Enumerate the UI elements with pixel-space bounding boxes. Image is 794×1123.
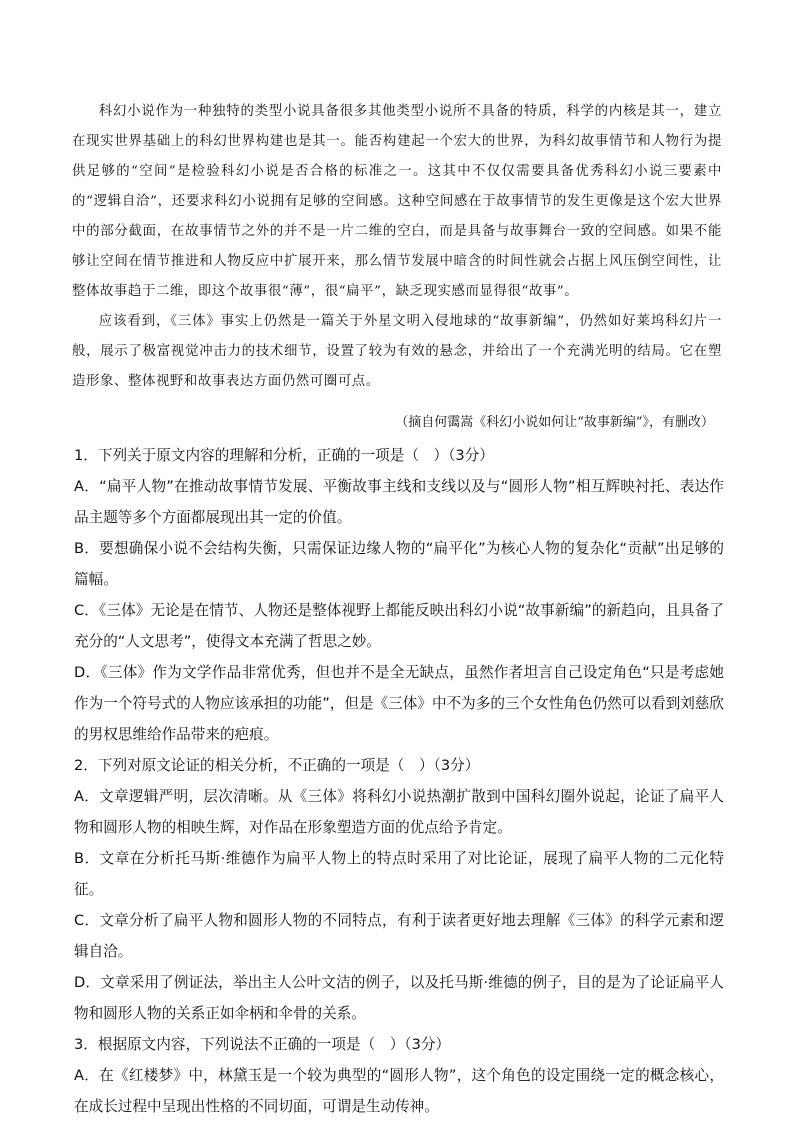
question-option: B．要想确保小说不会结构失衡，只需保证边缘人物的“扁平化”为核心人物的复杂化“贡献”出足够的篇幅。 <box>74 540 724 588</box>
passage-paragraph-2: 应该看到，《三体》事实上仍然是一篇关于外星文明入侵地球的“故事新编”，仍然如好莱坞科幻片一般，展示了极富视觉冲击力的技术细节，设置了较为有效的悬念，并给出了一个充满光明的结局。它在塑造形象、整体视野和故事表达方面仍然可圈可点。 <box>72 314 722 389</box>
question-stem: 2．下列对原文论证的相关分析，不正确的一项是（ ）（3分） <box>74 757 480 774</box>
question-option: A．在《红楼梦》中，林黛玉是一个较为典型的“圆形人物”，这个角色的设定围绕一定的概念核心，在成长过程中呈现出性格的不同切面，可谓是生动传神。 <box>74 1067 724 1115</box>
passage-paragraph-1: 科幻小说作为一种独特的类型小说具备很多其他类型小说所不具备的特质，科学的内核是其一，建立在现实世界基础上的科幻世界构建也是其一。能否构建起一个宏大的世界，为科幻故事情节和人物行为提供足够的“空间”是检验科幻小说是否合格的标准之一。这其中不仅仅需要具备优秀科幻小说三要素中的“逻辑自洽”，还要求科幻小说拥有足够的空间感。这种空间感在于故事情节的发生更像是这个宏大世界中的部分截面，在故事情节之外的并不是一片二维的空白，而是具备与故事舞台一致的空间感。如果不能够让空间在情节推进和人物反应中扩展开来，那么情节发展中暗含的时间性就会占据上风压倒空间性，让整体故事趋于二维，即这个故事很“薄”，很“扁平”，缺乏现实感而显得很“故事”。 <box>72 104 722 299</box>
question-3 <box>74 1029 724 1122</box>
question-stem: 3．根据原文内容，下列说法不正确的一项是（ ）（3分） <box>74 1036 451 1053</box>
reading-passage <box>72 97 722 397</box>
question-option: B．文章在分析托马斯·维德作为扁平人物上的特点时采用了对比论证，展现了扁平人物的二元化特征。 <box>74 850 724 898</box>
question-2 <box>74 750 724 1029</box>
question-option: C．《三体》无论是在情节、人物还是整体视野上都能反映出科幻小说“故事新编”的新趋向，且具备了充分的“人文思考”，使得文本充满了哲思之妙。 <box>74 602 724 650</box>
question-option: A．“扁平人物”在推动故事情节发展、平衡故事主线和支线以及与“圆形人物”相互辉映衬托、表达作品主题等多个方面都展现出其一定的价值。 <box>74 478 724 526</box>
question-option: D．《三体》作为文学作品非常优秀，但也并不是全无缺点，虽然作者坦言自己设定角色“只是考虑她作为一个符号式的人物应该承担的功能”，但是《三体》中不为多的三个女性角色仍然可以看到刘慈欣的男权思维给作品带来的疤痕。 <box>74 664 724 743</box>
question-1 <box>74 440 724 750</box>
question-option: C．文章分析了扁平人物和圆形人物的不同特点，有利于读者更好地去理解《三体》的科学元素和逻辑自洽。 <box>74 912 724 960</box>
question-option: D．文章采用了例证法，举出主人公叶文洁的例子，以及托马斯·维德的例子，目的是为了论证扁平人物和圆形人物的关系正如伞柄和伞骨的关系。 <box>74 974 724 1022</box>
question-list <box>74 440 724 1122</box>
passage-source-citation: （摘自何霭嵩《科幻小说如何让“故事新编”》，有删改） <box>395 415 714 430</box>
question-stem: 1．下列关于原文内容的理解和分析，正确的一项是（ ）（3分） <box>74 447 494 464</box>
question-option: A．文章逻辑严明，层次清晰。从《三体》将科幻小说热潮扩散到中国科幻圈外说起，论证了扁平人物和圆形人物的相映生辉，对作品在形象塑造方面的优点给予肯定。 <box>74 788 724 836</box>
